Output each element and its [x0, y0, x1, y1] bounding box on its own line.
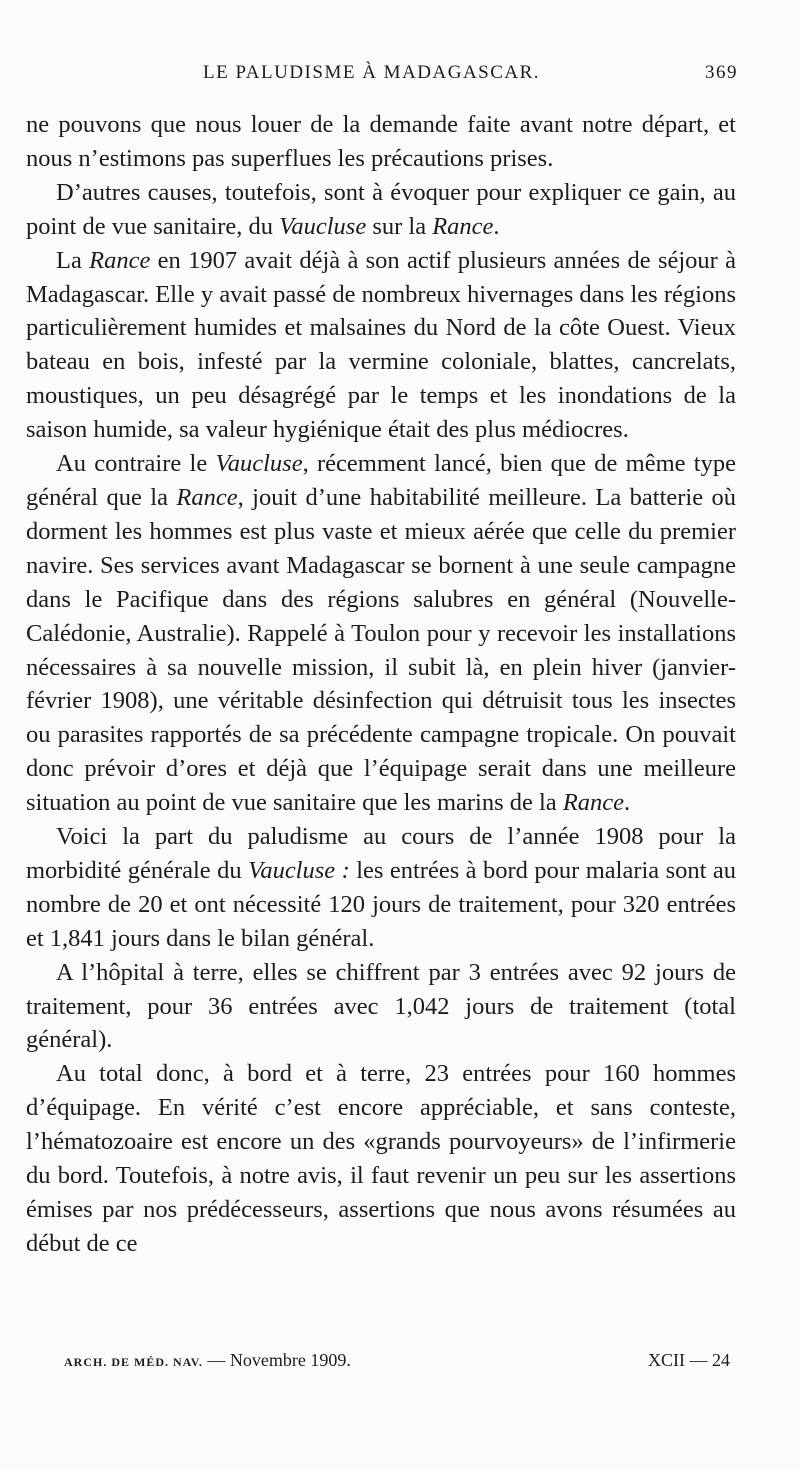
paragraph: [26, 108, 736, 176]
text-run: Au contraire le: [56, 450, 216, 478]
paragraph: [26, 956, 736, 1058]
ship-name: Vaucluse :: [248, 856, 350, 884]
text-run: sur la: [366, 212, 433, 240]
running-title: LE PALUDISME À MADAGASCAR.: [203, 62, 541, 83]
text-run: .: [624, 789, 631, 817]
text-run: les entrées à bord pour malaria sont au nombre de 20 et ont nécessité 120 jours de traitement, pour 320 entrées et 1,841 jours dans le bilan général.: [26, 856, 737, 952]
text-run: .: [493, 212, 500, 240]
page-number: 369: [705, 62, 738, 83]
text-run: ne pouvons que nous louer de la demande faite avant notre départ, et nous n’estimons pas superflues les précautions prises.: [26, 111, 736, 172]
journal-abbreviation: ARCH. DE MÉD. NAV.: [64, 1355, 203, 1369]
paragraph: [26, 176, 736, 244]
paragraph: [26, 820, 736, 956]
ship-name: Rance: [89, 246, 151, 274]
ship-name: Vaucluse: [215, 450, 303, 478]
text-run: , jouit d’une habitabilité meilleure. La batterie où dorment les hommes est plus vaste et mieux aérée que celle du premier navire. Ses services avant Madagascar se bornent à une seule campagne dans le Pacifique dans des régions salubres en général (Nouvelle-Calédonie, Australie). Rappelé à Toulon pour y recevoir les installations nécessaires à sa nouvelle mission, il subit là, en plein hiver (janvier-février 1908), une véritable désinfection qui détruisit tous les insectes ou parasites rapportés de sa précédente campagne tropicale. On pouvait donc prévoir d’ores et déjà que l’équipage serait dans une meilleure situation au point de vue sanitaire que les marins de la: [26, 483, 737, 817]
paragraph: [26, 1057, 736, 1260]
text-run: en 1907 avait déjà à son actif plusieurs années de séjour à Madagascar. Elle y avait passé de nombreux hivernages dans les régions particulièrement humides et malsaines du Nord de la côte Ouest. Vieux bateau en bois, infesté par la vermine coloniale, blattes, cancrelats, moustiques, un peu désagrégé par le temps et les inondations de la saison humide, sa valeur hygiénique était des plus médiocres.: [26, 246, 737, 444]
ship-name: Rance: [562, 789, 625, 817]
ship-name: Rance: [176, 483, 238, 511]
text-run: Voici la part du paludisme au cours de l’année 1908 pour la morbidité générale du: [26, 823, 736, 884]
paragraph: [26, 244, 736, 447]
ship-name: Vaucluse: [279, 212, 367, 240]
sheet-signature: XCII — 24: [648, 1350, 730, 1370]
text-run: A l’hôpital à terre, elles se chiffrent par 3 entrées avec 92 jours de traitement, pour 36 entrées avec 1,042 jours de traitement (total général).: [26, 958, 736, 1054]
paragraph: [26, 447, 736, 820]
text-run: D’autres causes, toutefois, sont à évoquer pour expliquer ce gain, au point de vue sanitaire, du: [26, 178, 736, 240]
text-run: Au total donc, à bord et à terre, 23 entrées pour 160 hommes d’équipage. En vérité c’est encore appréciable, et sans conteste, l’hématozoaire est encore un des «grands pourvoyeurs» de l’infirmerie du bord. Toutefois, à notre avis, il faut revenir un peu sur les assertions émises par nos prédécesseurs, assertions que nous avons résumées au début de ce: [26, 1060, 736, 1257]
footer-journal: [64, 1350, 351, 1371]
issue-date: — Novembre 1909.: [207, 1350, 351, 1370]
text-run: , récemment lancé, bien que de même type général que la: [26, 450, 736, 511]
text-run: La: [56, 246, 90, 274]
ship-name: Rance: [432, 212, 494, 240]
body-text: [26, 108, 736, 1261]
